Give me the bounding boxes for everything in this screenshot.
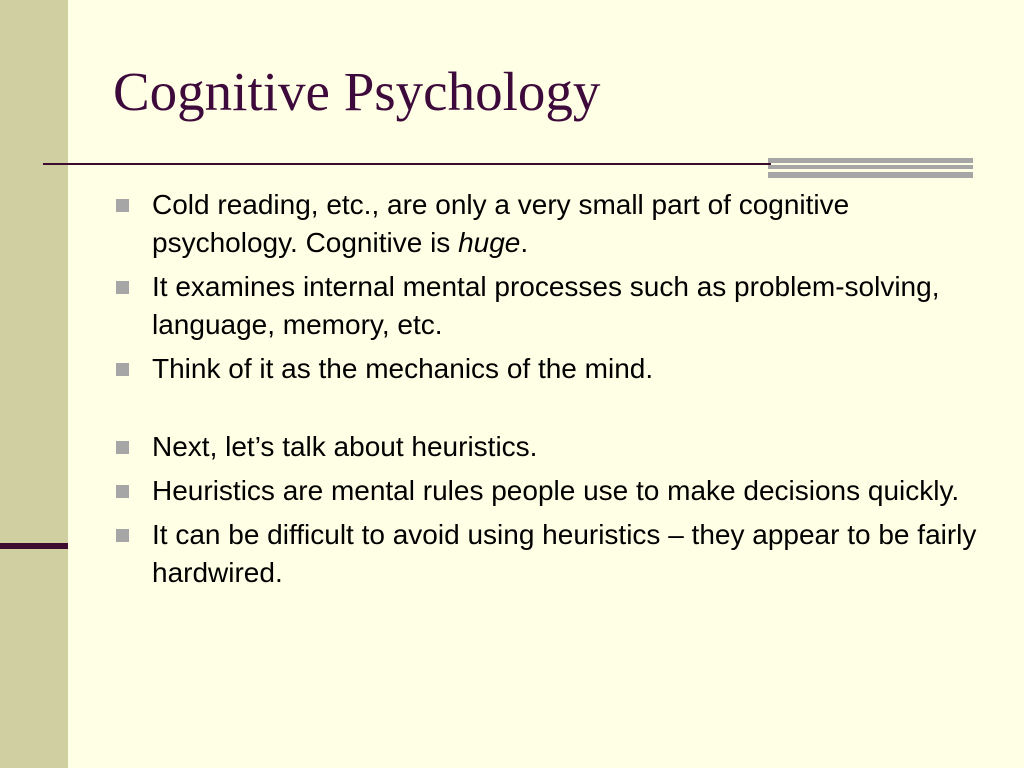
bullet-item (112, 268, 992, 344)
bullet-emphasis: huge (458, 227, 521, 258)
square-bullet-icon (116, 199, 129, 212)
divider-accent-stripe-bottom (768, 172, 973, 178)
bullet-item (112, 350, 992, 388)
bullet-text: It examines internal mental processes such as problem-solving, language, memory, etc. (152, 271, 940, 340)
title-divider-line (43, 163, 771, 165)
bullet-text-lead: Cold reading, etc., are only a very small part of cognitive psychology. Cognitive is (152, 189, 850, 258)
divider-accent-stripe-middle (768, 165, 973, 169)
bullet-item (112, 428, 992, 466)
bullet-text: Next, let’s talk about heuristics. (152, 431, 538, 462)
square-bullet-icon (116, 485, 129, 498)
left-band-accent-bar (0, 543, 68, 549)
bullet-item (112, 516, 992, 592)
slide-title: Cognitive Psychology (113, 61, 601, 122)
bullet-item (112, 186, 992, 262)
divider-accent-stripe-top (768, 158, 973, 163)
bullet-text: Heuristics are mental rules people use to make decisions quickly. (152, 475, 960, 506)
bullet-text: It can be difficult to avoid using heuristics – they appear to be fairly hardwired. (152, 519, 977, 588)
bullet-text (152, 189, 849, 258)
square-bullet-icon (116, 529, 129, 542)
bullet-list (112, 186, 992, 598)
bullet-item (112, 472, 992, 510)
square-bullet-icon (116, 281, 129, 294)
square-bullet-icon (116, 363, 129, 376)
bullet-text: Think of it as the mechanics of the mind. (152, 353, 654, 384)
bullet-text-tail: . (520, 227, 529, 258)
left-decorative-band (0, 0, 68, 768)
square-bullet-icon (116, 441, 129, 454)
